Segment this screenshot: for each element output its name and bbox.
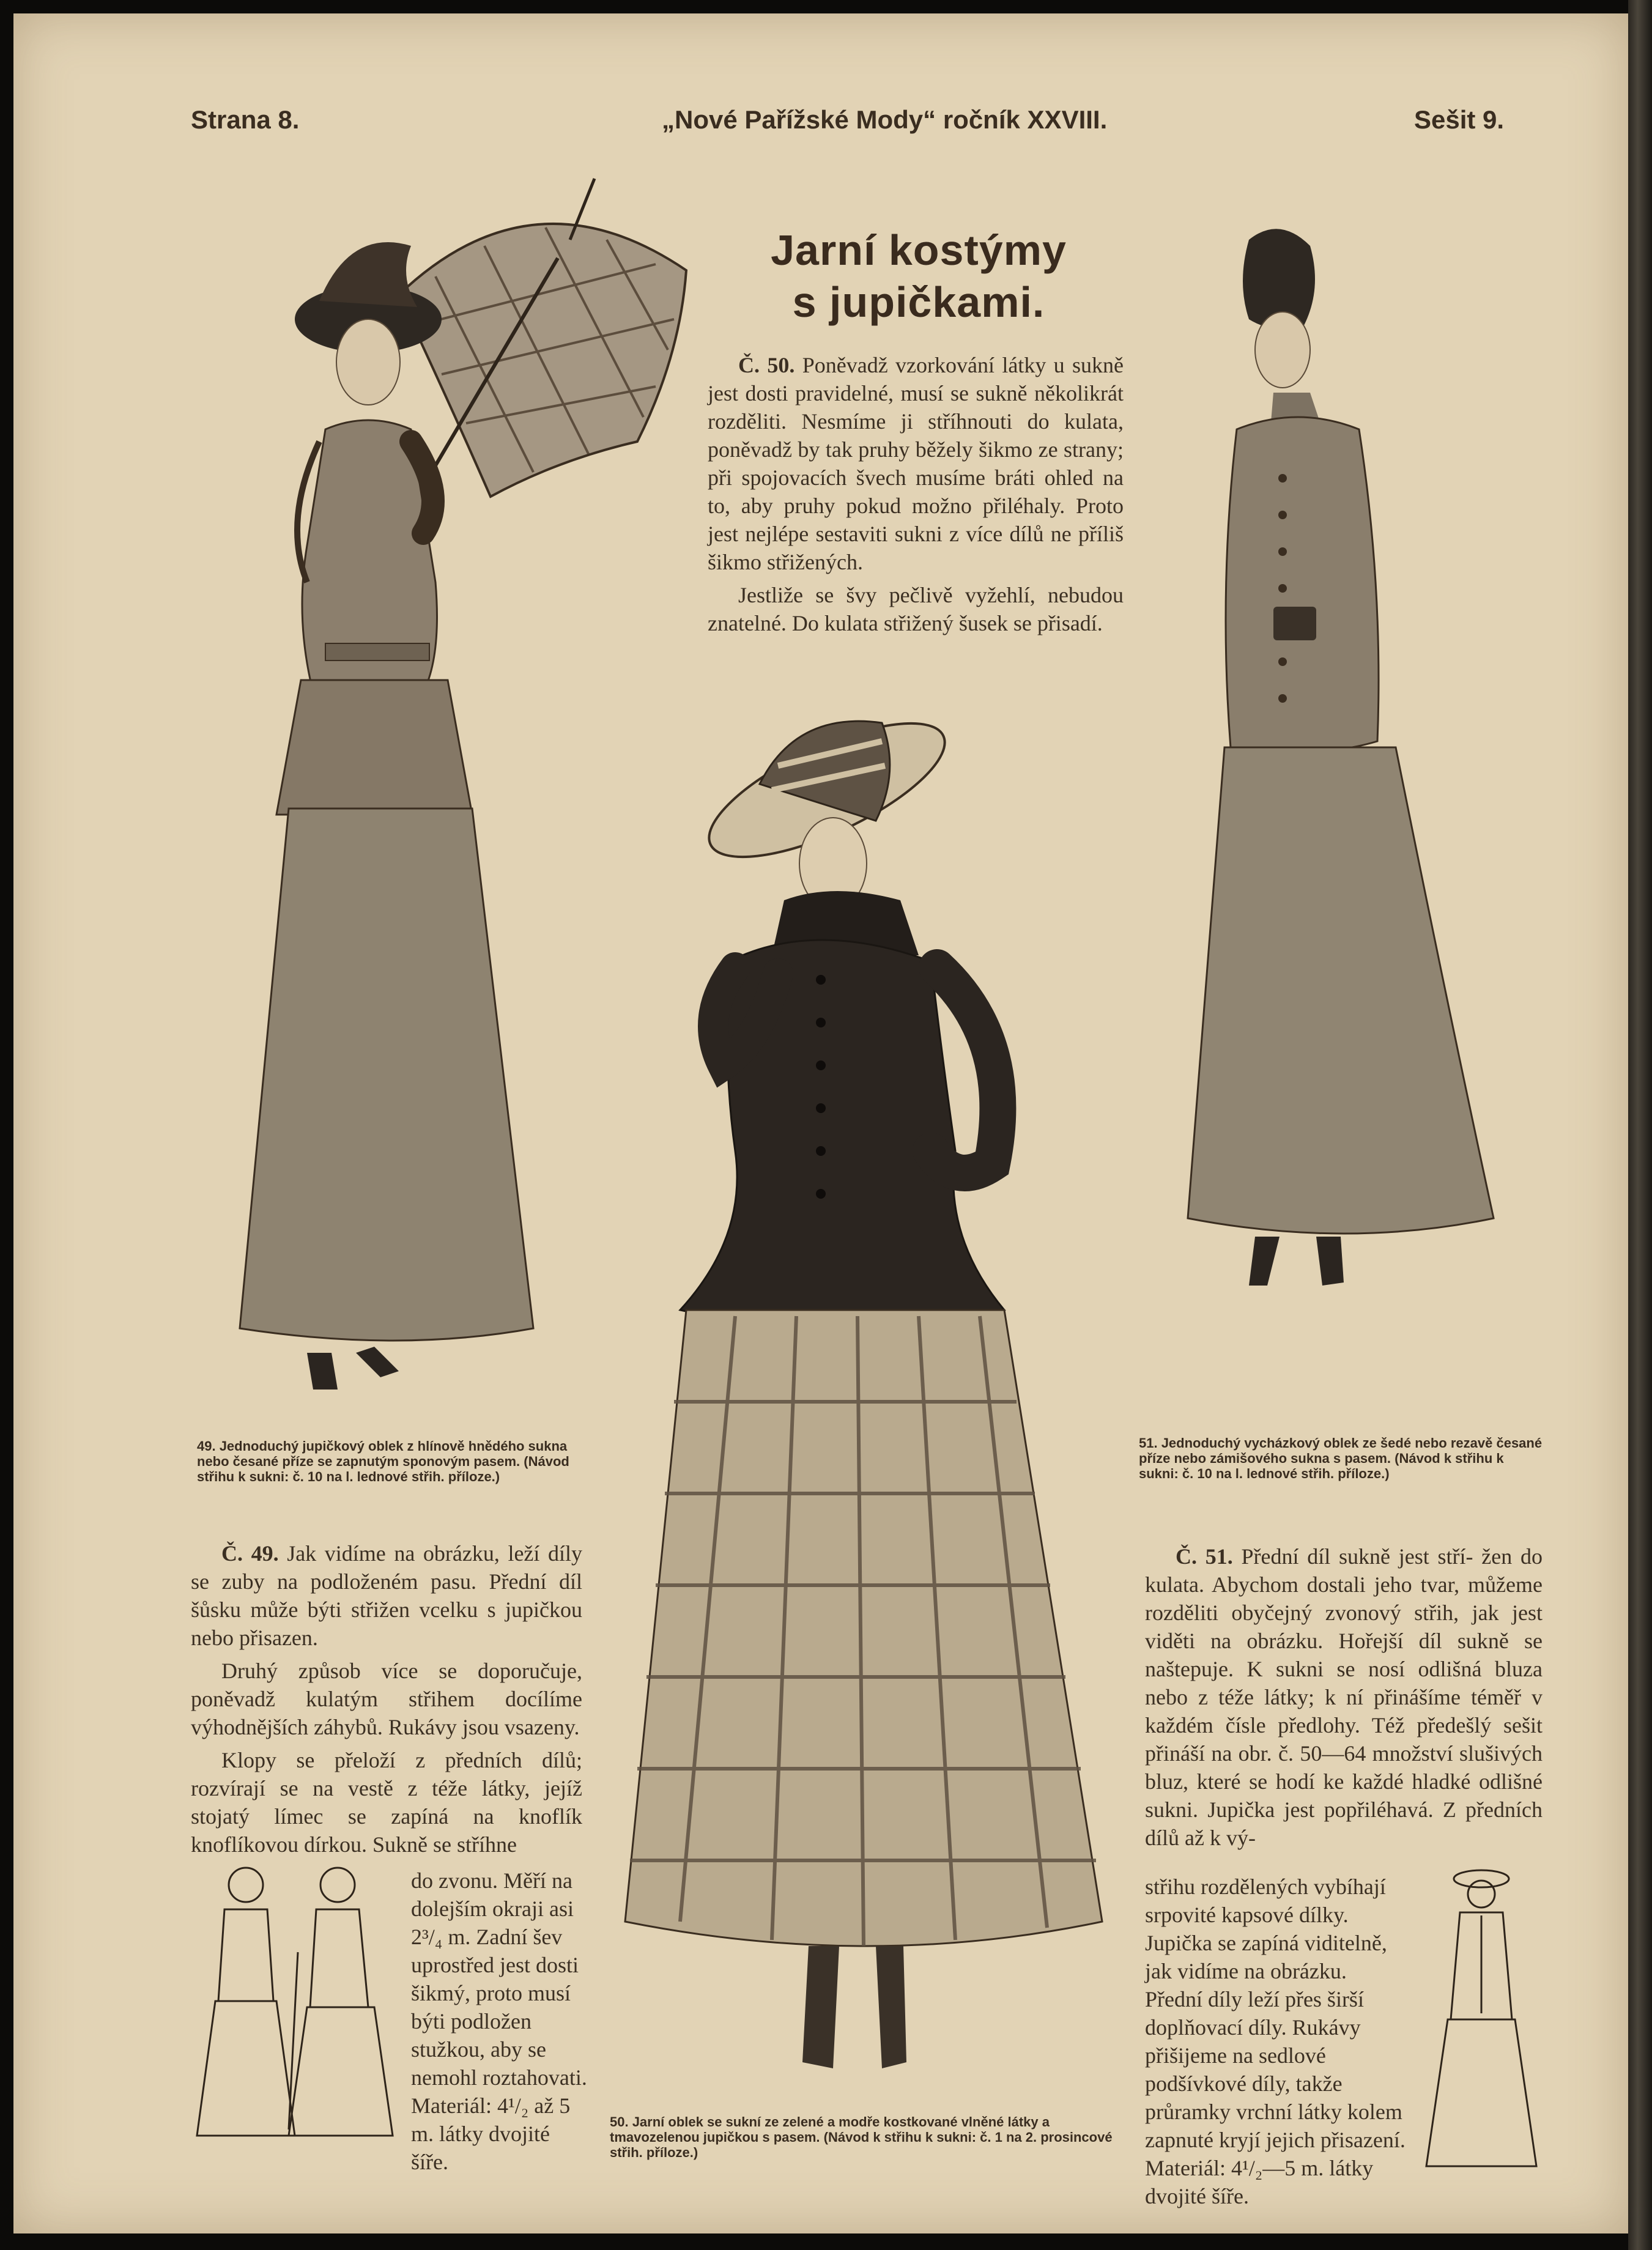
figure-51-illustration xyxy=(1163,221,1543,1359)
article-50-p2: Jestliže se švy pečlivě vyžehlí, nebudou znatelné. Do kulata střižený šusek se přisadí. xyxy=(708,583,1124,635)
figure-49-back-views xyxy=(191,1860,399,2148)
figure-50-caption: 50. Jarní oblek se sukní ze zelené a modře kostkované vlněné látky a tmavozelenou jupičkou s pasem. (Návod k střihu k sukni: č. 1 na 2. prosincové střih. příloze.) xyxy=(610,2114,1113,2160)
page-number: Strana 8. xyxy=(191,105,300,134)
magazine-page xyxy=(13,13,1628,2233)
article-51-p1: Přední díl sukně jest stří- žen do kulata. Abychom dostali jeho tvar, můžeme rozděliti obyčejný zvonový střih, jak jest viděti na obrázku. Hořejší díl sukně se naštepuje. K sukni se nosí odlišná bluza nebo z téže látky; k ní přinášíme téměř v každém čísle předlohy. Též předešlý sešit přináší na obr. č. 50—64 množství slušivých bluz, které se hodí ke každé hladké odlišné sukni. Jupička jest popřiléhavá. Z předních dílů až k vý- xyxy=(1145,1544,1543,1850)
article-title-line1: Jarní kostýmy xyxy=(771,226,1067,274)
article-50-text xyxy=(708,351,1124,642)
article-49-number: Č. 49. xyxy=(221,1541,279,1566)
figure-51-caption: 51. Jednoduchý vycházkový oblek ze šedé nebo rezavě česané příze nebo zámišového sukna s pasem. (Návod k střihu k sukni: č. 10 na l. lednové střih. příloze.) xyxy=(1139,1435,1543,1481)
article-49-continuation: do zvonu. Měří na dolejším okraji asi 2³/₄ m. Zadní šev uprostřed jest dosti šikmý, proto musí býti podložen stužkou, aby se nemohl roztahovati. Materiál: 4¹/₂ až 5 m. látky dvojité šíře. xyxy=(411,1868,587,2174)
figure-50-illustration xyxy=(613,698,1127,2117)
article-title-line2: s jupičkami. xyxy=(792,278,1045,326)
issue-number: Sešit 9. xyxy=(1414,105,1505,134)
binding-gutter xyxy=(1628,0,1652,2250)
article-49-p3: Klopy se přeloží z předních dílů; rozvírají se na vestě z téže látky, jejíž stojatý límec se zapíná na knoflík knoflíkovou dírkou. Sukně se stříhne xyxy=(191,1748,582,1857)
article-51-number: Č. 51. xyxy=(1176,1544,1233,1569)
figure-51-small-sketch xyxy=(1420,1860,1543,2178)
article-51-text xyxy=(1145,1542,1543,1857)
article-49-p1: Jak vidíme na obrázku, leží díly se zuby na podloženém pasu. Přední díl šůsku může býti střižen vcelku s jupičkou nebo přisazen. xyxy=(191,1541,582,1650)
article-49-text xyxy=(191,1539,582,1863)
figure-49-caption: 49. Jednoduchý jupičkový oblek z hlínově hnědého sukna nebo česané příze se zapnutým sponovým pasem. (Návod střihu k sukni: č. 10 na l. lednové střih. příloze.) xyxy=(197,1438,569,1484)
article-50-number: Č. 50. xyxy=(738,353,795,377)
article-49-p2: Druhý způsob více se doporučuje, poněvadž kulatým střihem docílíme výhodnějších záhybů. Rukávy jsou vsazeny. xyxy=(191,1659,582,1739)
article-50-p1: Poněvadž vzorkování látky u sukně jest dosti pravidelné, musí se sukně několikrát rozděliti. Nesmíme ji stříhnouti do kulata, poněvadž by tak pruhy běžely šikmo ze strany; při spojovacích švech musíme bráti ohled na to, aby pruhy pokud možno přiléhaly. Proto jest nejlépe sestaviti sukni z více dílů ne příliš šikmo střižených. xyxy=(708,353,1124,574)
article-51-continuation: střihu rozdělených vybíhají srpovité kapsové dílky. Jupička se zapíná viditelně, jak vidíme na obrázku. Přední díly leží přes širší doplňovací díly. Rukávy přišijeme na sedlové podšívkové díly, takže průramky vrchní látky kolem zapnuté kryjí jejich přisazení. Materiál: 4¹/₂—5 m. látky dvojité šíře. xyxy=(1145,1874,1406,2208)
magazine-title: „Nové Pařížské Mody“ ročník XXVIII. xyxy=(662,105,1108,134)
